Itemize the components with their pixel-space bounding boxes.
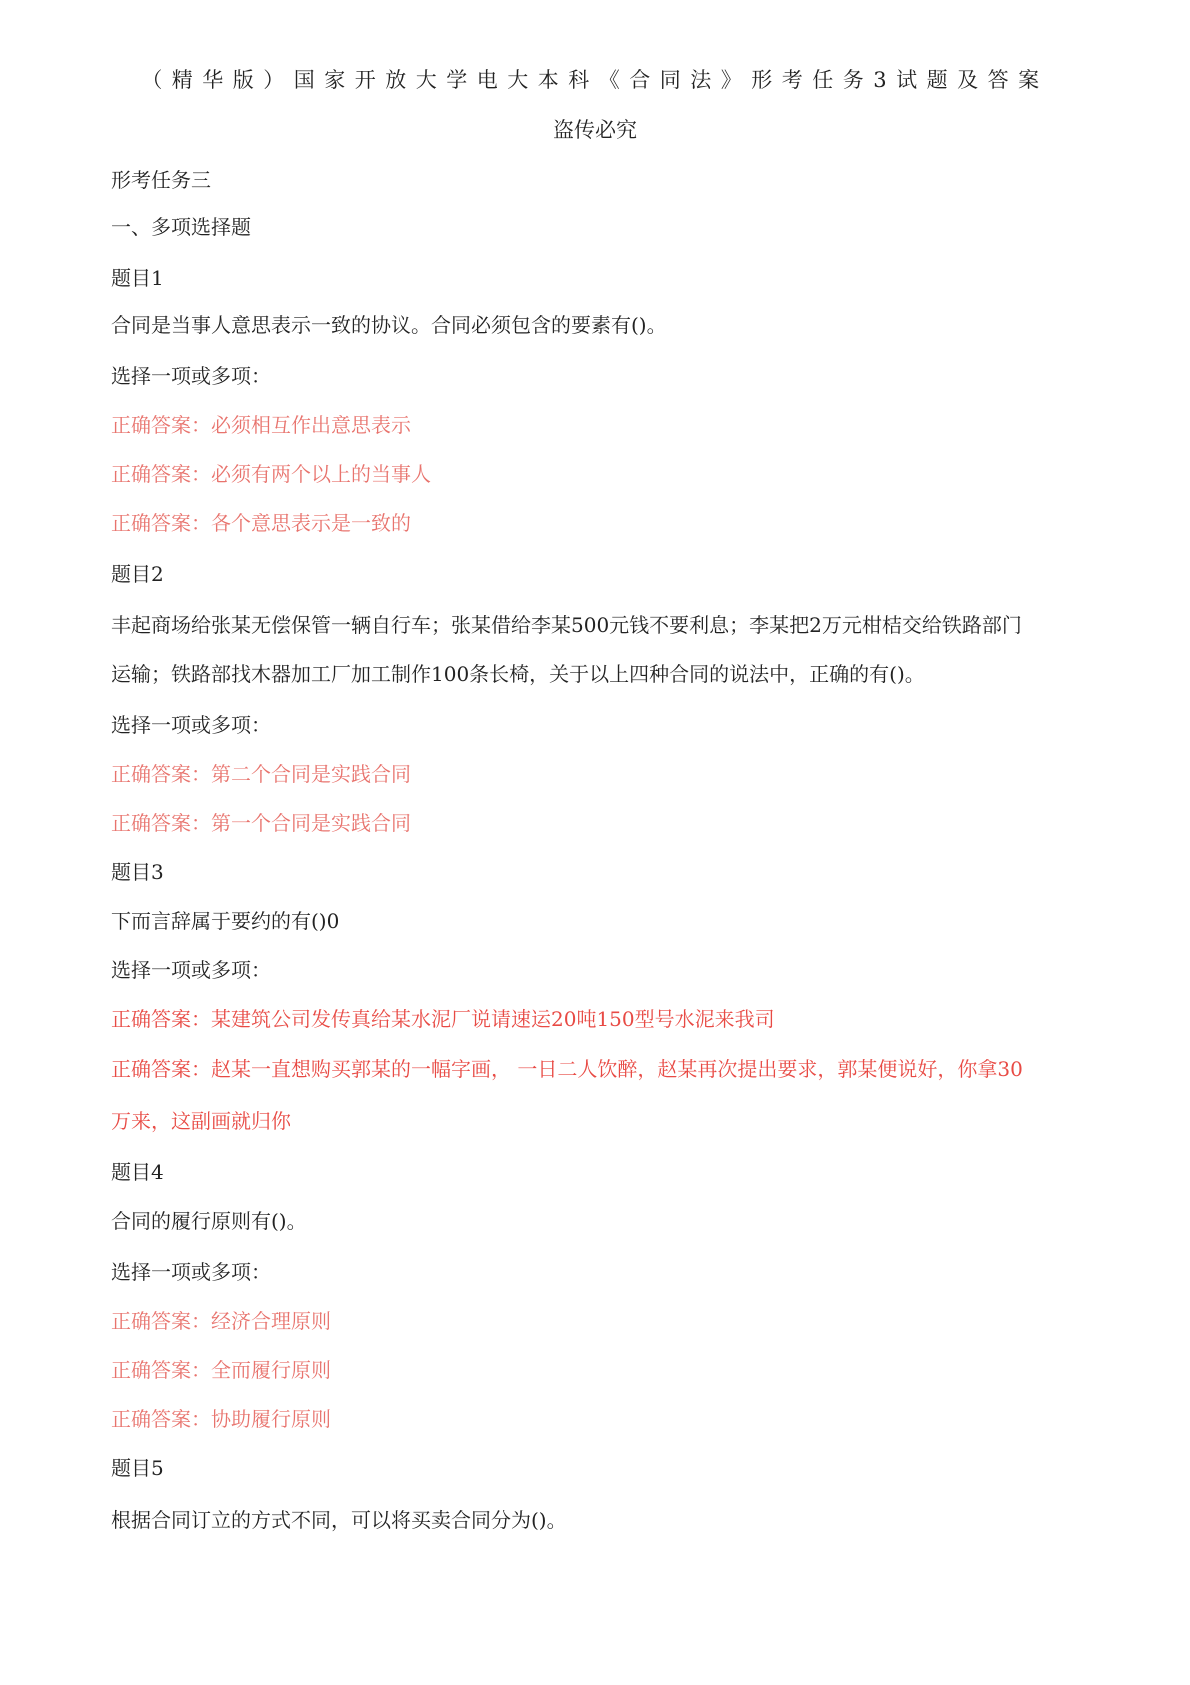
document-title: （精华版）国家开放大学电大本科《合同法》形考任务3试题及答案 [141,68,1049,92]
task-heading: 形考任务三 [111,168,211,192]
choose-prompt: 选择一项或多项： [111,958,271,982]
choose-prompt: 选择一项或多项： [111,713,271,737]
section-heading: 一、多项选择题 [111,215,251,239]
question-label: 题目5 [111,1456,164,1480]
correct-answer: 万来，这副画就归你 [111,1109,291,1133]
choose-prompt: 选择一项或多项： [111,1260,271,1284]
correct-answer: 正确答案：赵某一直想购买郭某的一幅字画， 一日二人饮醉，赵某再次提出要求，郭某便说好，你拿30 [111,1057,1023,1081]
choose-prompt: 选择一项或多项： [111,364,271,388]
question-label: 题目4 [111,1160,164,1184]
document-subtitle: 盗传必究 [553,118,637,142]
question-label: 题目2 [111,562,164,586]
correct-answer: 正确答案：各个意思表示是一致的 [111,511,411,535]
question-text: 运输；铁路部找木器加工厂加工制作100条长椅，关于以上四种合同的说法中，正确的有()。 [111,662,925,686]
correct-answer: 正确答案：第一个合同是实践合同 [111,811,411,835]
correct-answer: 正确答案：某建筑公司发传真给某水泥厂说请速运20吨150型号水泥来我司 [111,1007,775,1031]
question-text: 合同的履行原则有()。 [111,1209,307,1233]
question-text: 下而言辞属于要约的有()0 [111,909,340,933]
correct-answer: 正确答案：第二个合同是实践合同 [111,762,411,786]
correct-answer: 正确答案：经济合理原则 [111,1309,331,1333]
correct-answer: 正确答案：全而履行原则 [111,1358,331,1382]
question-text: 根据合同订立的方式不同，可以将买卖合同分为()。 [111,1508,567,1532]
correct-answer: 正确答案：必须相互作出意思表示 [111,413,411,437]
correct-answer: 正确答案：协助履行原则 [111,1407,331,1431]
question-text: 合同是当事人意思表示一致的协议。合同必须包含的要素有()。 [111,313,667,337]
question-label: 题目3 [111,860,164,884]
correct-answer: 正确答案：必须有两个以上的当事人 [111,462,431,486]
question-text: 丰起商场给张某无偿保管一辆自行车；张某借给李某500元钱不要利息；李某把2万元柑桔交给铁路部门 [111,613,1022,637]
question-label: 题目1 [111,266,164,290]
